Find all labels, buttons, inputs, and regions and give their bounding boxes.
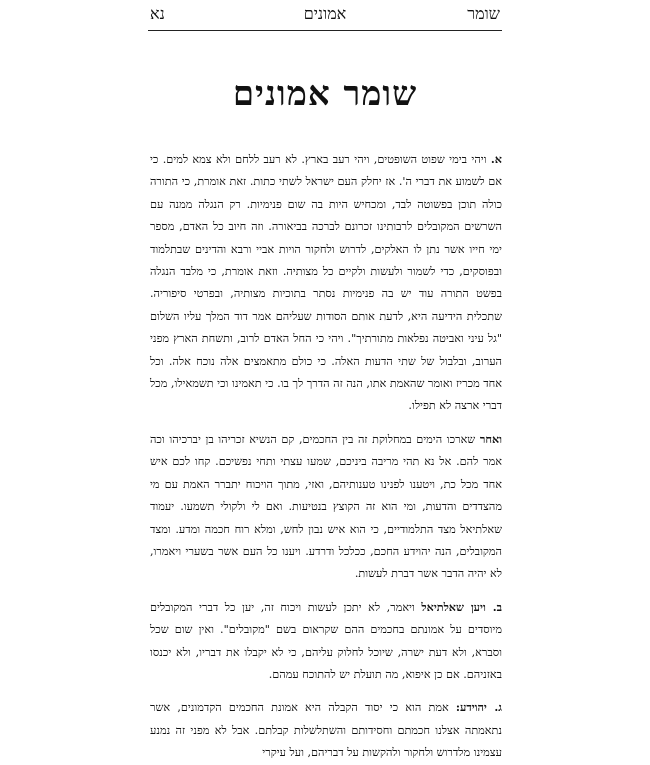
page-number: נא <box>150 4 165 23</box>
paragraph-1-text: ויהי בימי שפוט השופטים, ויהי רעב בארץ. לא רעב ללחם ולא צמא למים. כי אם לשמוע את דברי ה'. אז יחלק העם ישראל לשתי כתות. זאת אומרת, כי התורה כולה תוכן בפשוטה לבד, ומכחיש היות בה שום פנימיות. רק הנגלה ממנה עם השרשים המקובלים לרבותינו זכרונם לברכה בביאורה. וזה חיוב כל האדם, מספר ימי חייו אשר נתן לו האלקים, לדרוש ולחקור הויות אביי ורבא והדינים שבתלמוד ובפוסקים, כדי לשמור ולעשות ולקיים כל מצותיה. וזאת אומרת, כי מלבד הנגלה בפשט התורה עוד יש בה פנימיות נסתר בתוכיות מצותיה, ובפרטי סיפוריה. שתכלית הידיעה היא, לדעת אותם הסודות שעליהם אמר דוד המלך עליו השלום "גל עיני ואביטה נפלאות מתורתיך". ויהי כי החל האדם לרוב, ותשחת הארץ מפני הערוב, ובלבול של שתי הדעות האלה. כי כולם מתאמצים אלה נוכח אלה. וכל אחד מכריז ואומר שהאמת אתו, הנה זה הדרך לך בו. כי תאמינו וכי תשמאילו, מכל דברי ארצה לא תפילו. <box>150 153 502 413</box>
paragraph-3-lead: ב. ויען שאלתיאל <box>421 599 502 614</box>
paragraph-2 <box>150 428 502 586</box>
header-divider <box>148 30 502 31</box>
paragraph-2-text: שארכו הימים במחלוקת זה בין החכמים, קם הנשיא זכריהו בן יברכיהו וכה אמר להם. אל נא תהי מריבה ביניכם, שמעו עצתי ותחי נפשיכם. קחו לכם איש אחד מכל כת, ויטענו לפנינו טענותיהם, ואזי, מתוך הויכוח יתברר האמת עם מי מהצדדים והדעות, ומי הוא זה הקוצץ בנטיעות. ואם לי ולקולי תשמעו. יעמוד שאלתיאל מצד התלמודיים, כי הוא איש נבון לחש, ומלא רוח חכמה ומדע. ומצד המקובלים, הנה יהוידע החכם, ככלכל ודרדע. ויענו כל העם אשר בשערי ויאמרו, לא יהיה הדבר אשר דברת לעשות. <box>150 432 502 581</box>
body-text <box>150 148 502 765</box>
paragraph-2-lead: ואחר <box>479 431 502 446</box>
running-head-book-name: שומר <box>467 4 500 23</box>
paragraph-1-lead: א. <box>490 152 502 166</box>
paragraph-4 <box>150 696 502 764</box>
paragraph-3 <box>150 596 502 687</box>
running-head <box>0 4 650 28</box>
running-head-section-name: אמונים <box>303 4 347 23</box>
paragraph-3-text: ויאמר, לא יתכן לעשות ויכוח זה, יען כל דברי המקובלים מיוסדים על אמונתם בחכמים ההם שקראום בשם "מקובלים". ואין שום שכל וסברא, ולא דעת ישרה, שיוכל לחלוק עליהם, כי לא יקבלו את דבריו, ולא יכנסו באזניהם. אם כן איפוא, מה תועלת יש להתוכח עמהם. <box>150 600 502 681</box>
paragraph-1 <box>150 148 502 418</box>
page-title: שומר אמונים <box>232 74 418 114</box>
paragraph-4-text: אמת הוא כי יסוד הקבלה היא אמונת החכמים הקדמונים, אשר נתאמתה אצלנו חכמתם וחסידותם והשתלשלות קבלתם. אבל לא מפני זה נמנע עצמינו מלדרוש ולחקור ולהקשות על דבריהם, ועל עיקרי <box>150 701 502 760</box>
paragraph-4-lead: ג. יהוידע: <box>455 700 502 715</box>
